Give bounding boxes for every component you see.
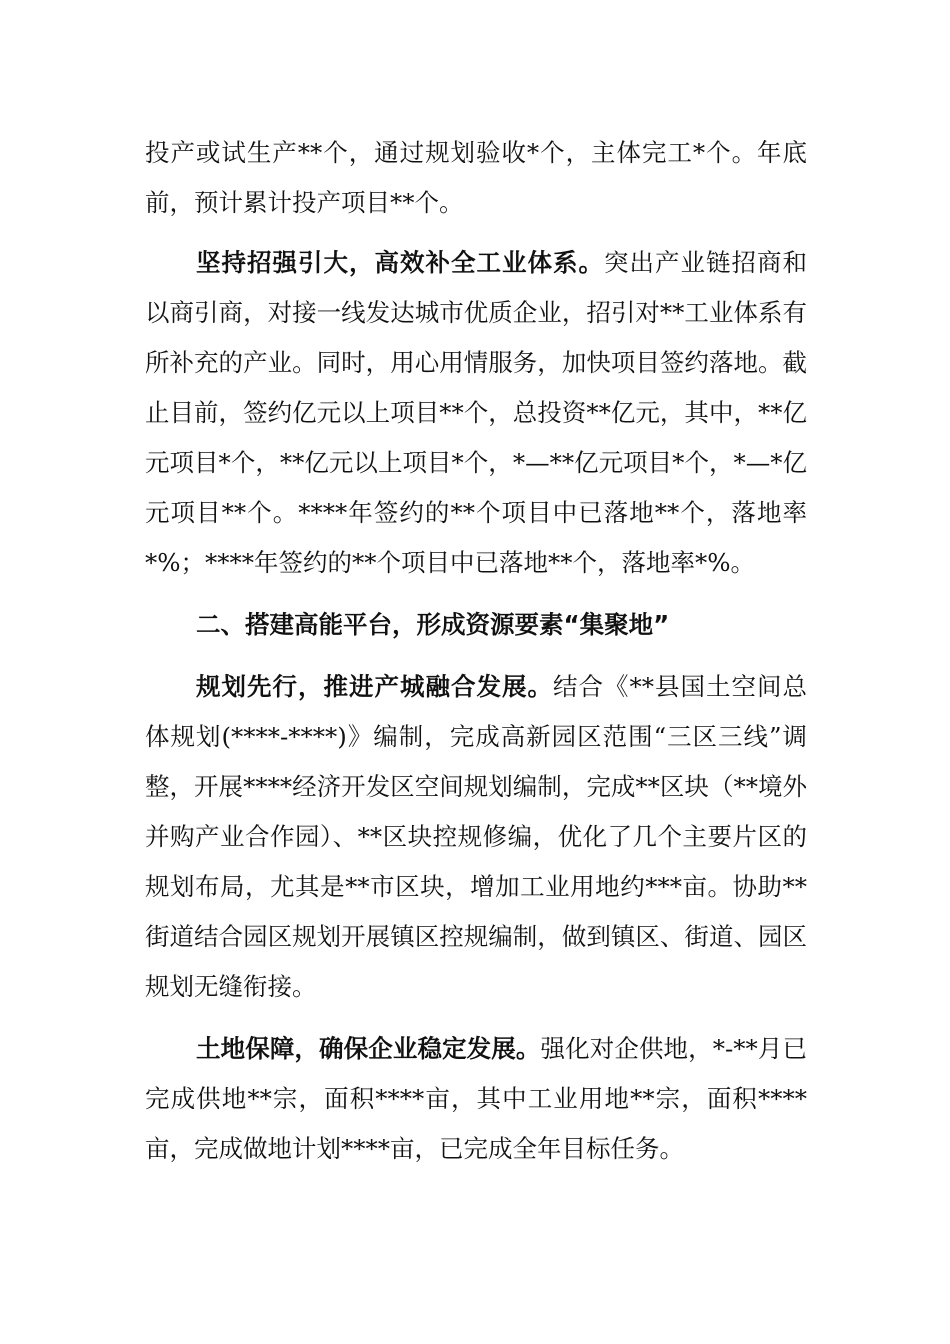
paragraph-land [145, 1024, 807, 1174]
paragraph-continuation [145, 128, 807, 228]
paragraph-text: 结合《**县国土空间总体规划(****-****)》编制，完成高新园区范围“三区三线”调整，开展****经济开发区空间规划编制，完成**区块（**境外并购产业合作园）、**区块控规修编，优化了几个主要片区的规划布局，尤其是**市区块，增加工业用地约***亩。协助**街道结合园区规划开展镇区控规编制，做到镇区、街道、园区规划无缝衔接。 [145, 672, 807, 1001]
section-heading: 二、搭建高能平台，形成资源要素“集聚地” [196, 610, 670, 639]
paragraph-lead: 坚持招强引大，高效补全工业体系。 [196, 248, 604, 277]
paragraph-lead: 土地保障，确保企业稳定发展。 [196, 1034, 541, 1063]
paragraph-planning [145, 662, 807, 1012]
paragraph-text: 投产或试生产**个，通过规划验收*个，主体完工*个。年底前，预计累计投产项目**个。 [145, 138, 807, 217]
paragraph-text: 强化对企供地，*-**月已完成供地**宗，面积****亩，其中工业用地**宗，面积****亩，完成做地计划****亩，已完成全年目标任务。 [145, 1034, 808, 1163]
paragraph-lead: 规划先行，推进产城融合发展。 [196, 672, 553, 701]
paragraph-investment [145, 238, 807, 588]
document-body [145, 128, 807, 1174]
paragraph-text: 突出产业链招商和以商引商，对接一线发达城市优质企业，招引对**工业体系有所补充的产业。同时，用心用情服务，加快项目签约落地。截止目前，签约亿元以上项目**个，总投资**亿元，其中，**亿元项目*个，**亿元以上项目*个，*—**亿元项目*个，*—*亿元项目**个。****年签约的**个项目中已落地**个，落地率*%；****年签约的**个项目中已落地**个，落地率*%。 [145, 248, 807, 577]
